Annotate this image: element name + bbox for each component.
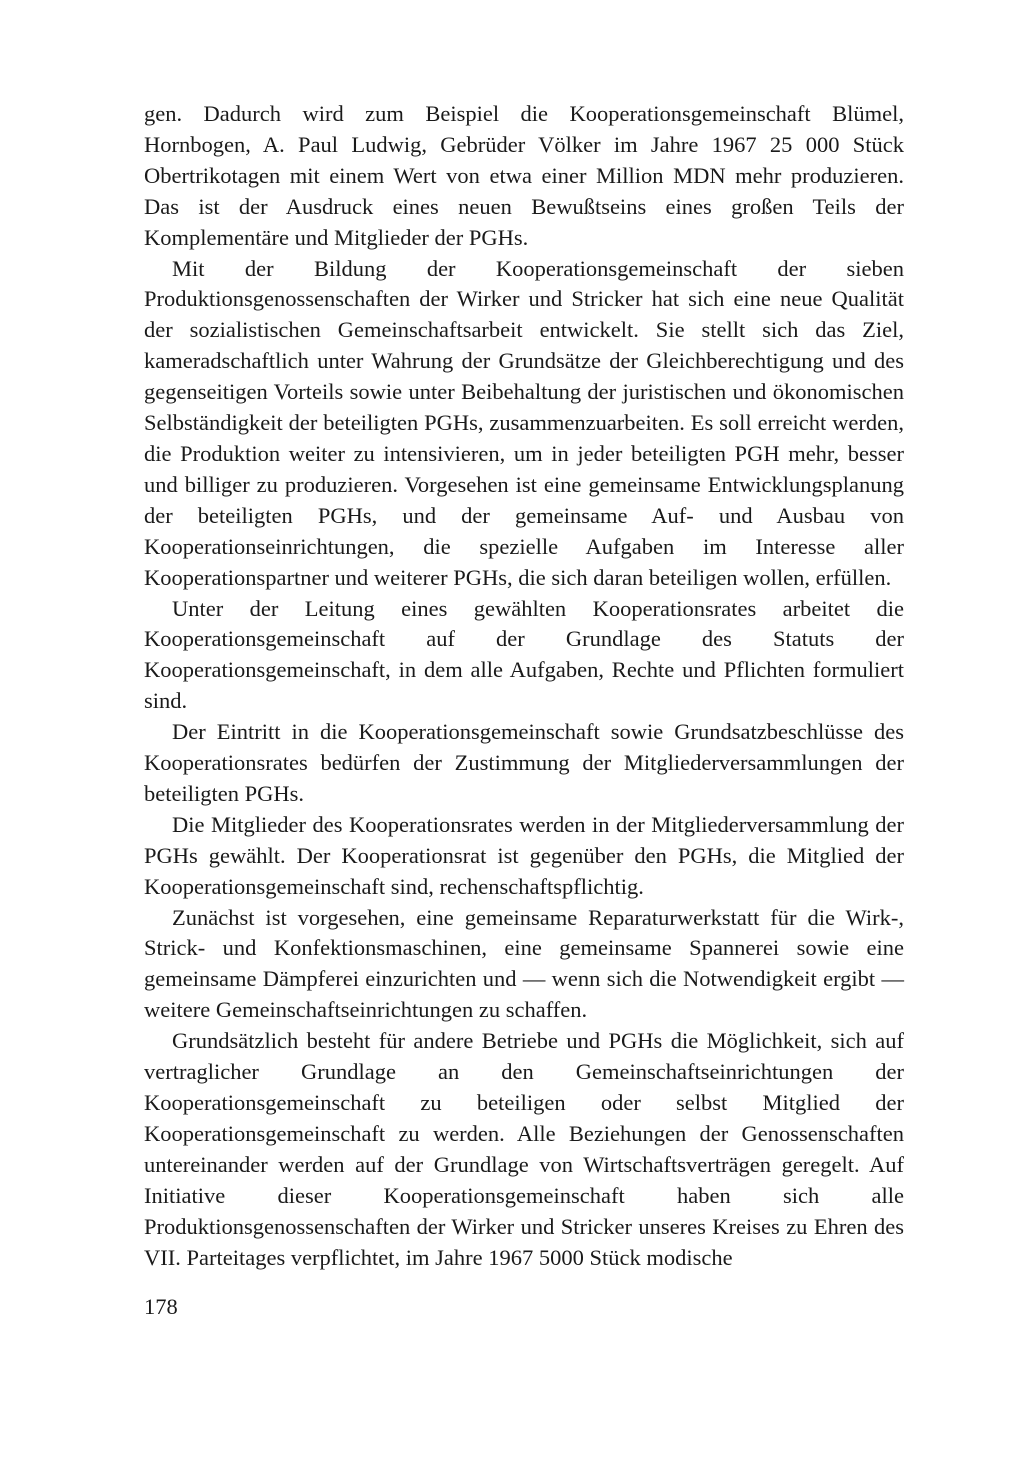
paragraph-mitglieder-kooperationsrat: Die Mitglieder des Kooperationsrates werden in der Mitgliederversammlung der PGHs gewählt. Der Kooperationsrat ist gegenüber den PGHs, die Mitglied der Kooperationsgemeinschaft sind, rechenschaftspflichtig.	[144, 811, 904, 899]
paragraph-grundsaetzlich: Grundsätzlich besteht für andere Betriebe und PGHs die Möglichkeit, sich auf vertraglicher Grundlage an den Gemeinschaftseinrichtungen der Kooperationsgemeinschaft zu beteiligen oder selbst Mitglied der Kooperationsgemeinschaft zu werden. Alle Beziehungen der Genossenschaften untereinander werden auf der Grundlage von Wirtschaftsverträgen geregelt. Auf Initiative dieser Kooperationsgemeinschaft haben sich alle Produktionsgenossenschaften der Wirker und Stricker unseres Kreises zu Ehren des VII. Parteitages verpflichtet, im Jahre 1967 5000 Stück modische	[144, 1028, 904, 1270]
body-text	[144, 99, 904, 1273]
paragraph-kooperationsrat-leitung: Unter der Leitung eines gewählten Kooperationsrates arbeitet die Kooperationsgemeinschaft auf der Grundlage des Statuts der Kooperationsgemeinschaft, in dem alle Aufgaben, Rechte und Pflichten formuliert sind.	[144, 595, 904, 714]
paragraph-eintritt: Der Eintritt in die Kooperationsgemeinschaft sowie Grundsatzbeschlüsse des Kooperationsrates bedürfen der Zustimmung der Mitgliederversammlungen der beteiligten PGHs.	[144, 719, 904, 806]
paragraph-reparaturwerkstatt: Zunächst ist vorgesehen, eine gemeinsame Reparaturwerkstatt für die Wirk-, Strick- und Konfektionsmaschinen, eine gemeinsame Spannerei sowie eine gemeinsame Dämpferei einzurichten und — wenn sich die Notwendigkeit ergibt — weitere Gemeinschaftseinrichtungen zu schaffen.	[144, 904, 904, 1023]
paragraph-continuation: gen. Dadurch wird zum Beispiel die Kooperationsgemeinschaft Blümel, Hornbogen, A. Paul Ludwig, Gebrüder Völker im Jahre 1967 25 000 Stück Obertrikotagen mit einem Wert von etwa einer Million MDN mehr produzieren. Das ist der Ausdruck eines neuen Bewußtseins eines großen Teils der Komplementäre und Mitglieder der PGHs.	[144, 101, 904, 250]
page-number: 178	[144, 1294, 178, 1319]
paragraph-kooperation-bildung: Mit der Bildung der Kooperationsgemeinschaft der sieben Produktionsgenossenschaften der Wirker und Stricker hat sich eine neue Qualität der sozialistischen Gemeinschaftsarbeit entwickelt. Sie stellt sich das Ziel, kameradschaftlich unter Wahrung der Grundsätze der Gleichberechtigung und des gegenseitigen Vorteils sowie unter Beibehaltung der juristischen und ökonomischen Selbständigkeit der beteiligten PGHs, zusammenzuarbeiten. Es soll erreicht werden, die Produktion weiter zu intensivieren, um in jeder beteiligten PGH mehr, besser und billiger zu produzieren. Vorgesehen ist eine gemeinsame Entwicklungsplanung der beteiligten PGHs, und der gemeinsame Auf- und Ausbau von Kooperationseinrichtungen, die spezielle Aufgaben im Interesse aller Kooperationspartner und weiterer PGHs, die sich daran beteiligen wollen, erfüllen.	[144, 255, 904, 590]
